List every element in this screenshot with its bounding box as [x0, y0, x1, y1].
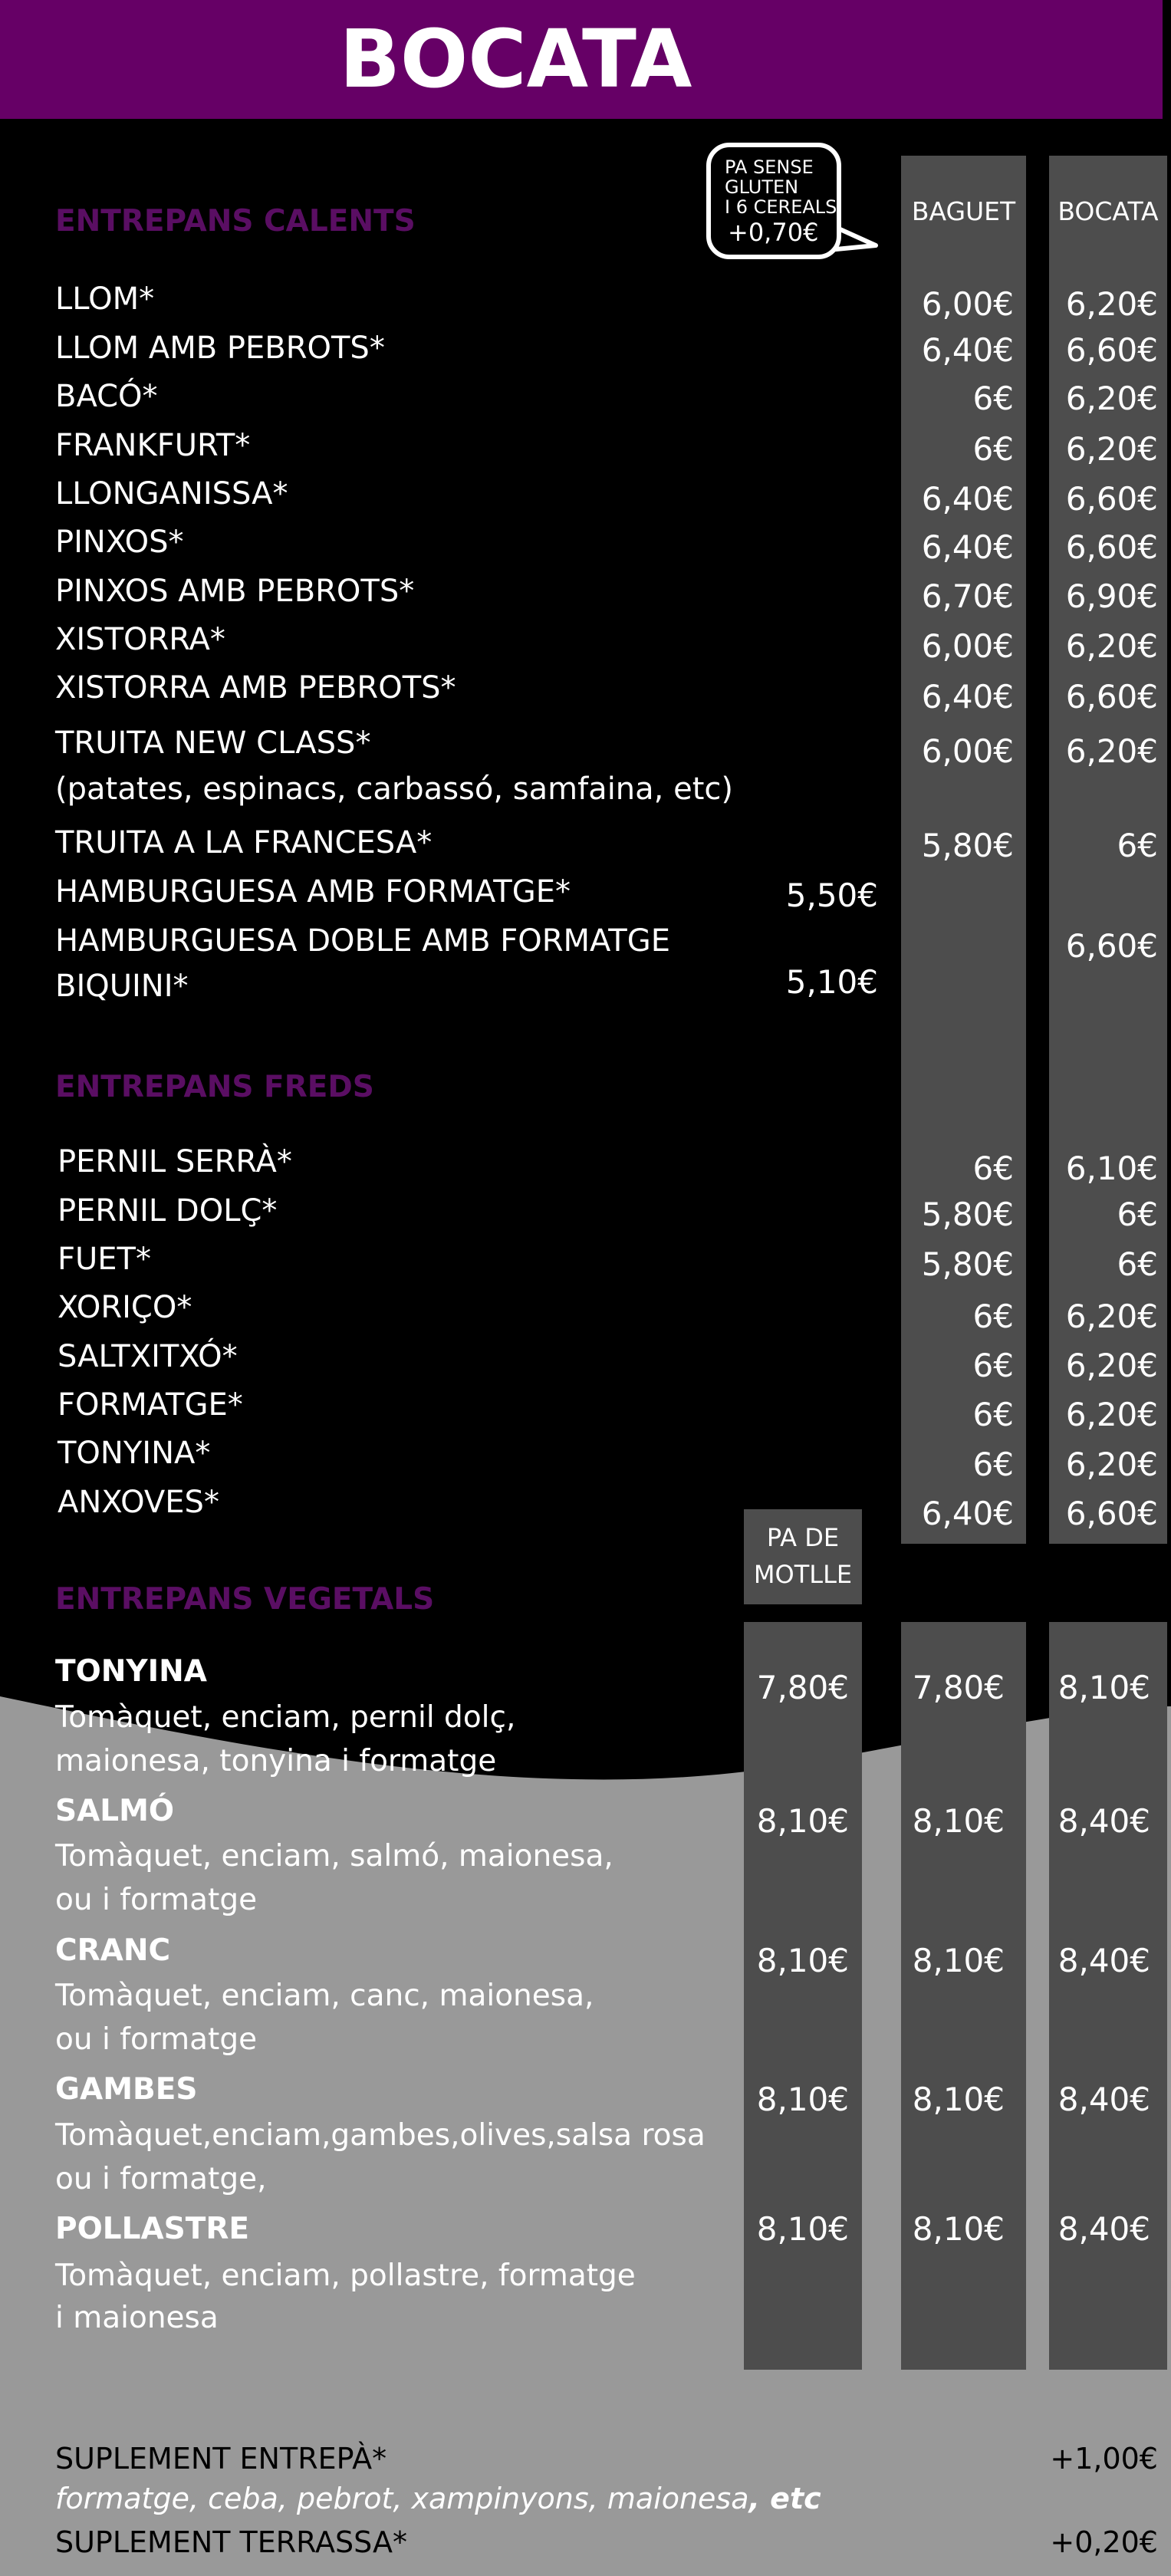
hot-item-name: BACÓ*: [55, 379, 158, 414]
hot-price-baguet: 6,00€: [921, 285, 1014, 323]
veg-price-bocata: 8,40€: [1058, 1942, 1150, 1979]
hot-item-name: PINXOS AMB PEBROTS*: [55, 574, 415, 609]
bubble-line-1: PA SENSE: [725, 156, 814, 178]
cold-item-name: FORMATGE*: [58, 1387, 243, 1423]
motlle-header-line1: PA DE: [766, 1523, 840, 1552]
hot-price-bocata: 6,20€: [1065, 285, 1158, 323]
motlle-column: [744, 1622, 862, 2370]
hot-price-baguet: 6,40€: [921, 528, 1014, 566]
veg-item-name: GAMBES: [55, 2072, 198, 2107]
hot-price-bocata: 6,60€: [1065, 331, 1158, 369]
hot-item-name: HAMBURGUESA AMB FORMATGE*: [55, 874, 571, 910]
bubble-line-3: I 6 CEREALS: [725, 196, 837, 218]
cold-price-baguet: 5,80€: [921, 1196, 1014, 1233]
baguet-column-bottom: [901, 1622, 1026, 2370]
hot-price-bocata: 6,20€: [1065, 380, 1158, 417]
veg-item-name: TONYINA: [55, 1654, 207, 1689]
hot-item-name: LLOM AMB PEBROTS*: [55, 331, 385, 366]
cold-price-bocata: 6,20€: [1065, 1298, 1158, 1335]
hot-price-single: 5,50€: [785, 877, 878, 914]
cold-price-baguet: 6,40€: [921, 1495, 1014, 1532]
veg-item-desc: Tomàquet, enciam, pollastre, formatge: [55, 2259, 636, 2293]
veg-price-motlle: 8,10€: [756, 1942, 849, 1979]
baguet-header: BAGUET: [911, 196, 1016, 226]
cold-price-baguet: 6€: [972, 1446, 1014, 1483]
hot-price-baguet: 6,40€: [921, 480, 1014, 518]
cold-item-name: PERNIL DOLÇ*: [58, 1193, 278, 1229]
veg-item-desc: Tomàquet, enciam, canc, maionesa,: [55, 1979, 594, 2013]
hot-item-name: TRUITA A LA FRANCESA*: [55, 825, 433, 860]
cold-price-bocata: 6,20€: [1065, 1396, 1158, 1433]
hot-price-bocata: 6,60€: [1065, 480, 1158, 518]
gluten-free-bubble: [706, 143, 841, 259]
cold-item-name: ANXOVES*: [58, 1485, 219, 1520]
cold-price-bocata: 6€: [1117, 1196, 1158, 1233]
veg-price-bocata: 8,40€: [1058, 1802, 1150, 1840]
cold-price-baguet: 6€: [972, 1150, 1014, 1187]
cold-price-bocata: 6,20€: [1065, 1446, 1158, 1483]
hot-price-baguet: 6,70€: [921, 577, 1014, 615]
veg-item-desc: ou i formatge,: [55, 2162, 267, 2196]
page-title: BOCATA: [339, 12, 692, 106]
veg-item-name: POLLASTRE: [55, 2212, 249, 2246]
supplement-note: [55, 2482, 821, 2515]
hot-price-baguet: 6,40€: [921, 331, 1014, 369]
cold-item-name: XORIÇO*: [58, 1290, 192, 1325]
cold-item-name: FUET*: [58, 1242, 151, 1277]
veg-price-bocata: 8,10€: [1058, 1669, 1150, 1706]
hot-item-subtitle: (patates, espinacs, carbassó, samfaina, etc): [55, 771, 733, 807]
veg-item-name: SALMÓ: [55, 1794, 175, 1828]
cold-price-bocata: 6,20€: [1065, 1347, 1158, 1384]
supplement-price: +1,00€: [1050, 2442, 1158, 2476]
veg-price-baguet: 8,10€: [912, 2081, 1005, 2118]
supplement-name: SUPLEMENT ENTREPÀ*: [55, 2442, 387, 2476]
hot-price-baguet: 6€: [972, 380, 1014, 417]
veg-price-baguet: 8,10€: [912, 1942, 1005, 1979]
veg-price-baguet: 8,10€: [912, 1802, 1005, 1840]
section-cold-title: ENTREPANS FREDS: [55, 1070, 374, 1104]
bocata-column-bottom: [1049, 1622, 1167, 2370]
hot-price-bocata: 6,20€: [1065, 732, 1158, 770]
veg-price-bocata: 8,40€: [1058, 2081, 1150, 2118]
veg-item-desc: Tomàquet,enciam,gambes,olives,salsa rosa: [55, 2118, 706, 2153]
cold-price-bocata: 6,60€: [1065, 1495, 1158, 1532]
hot-item-name: LLONGANISSA*: [55, 476, 288, 512]
cold-item-name: TONYINA*: [58, 1436, 211, 1471]
hot-item-name: XISTORRA AMB PEBROTS*: [55, 670, 456, 706]
veg-price-motlle: 8,10€: [756, 2210, 849, 2248]
hot-price-baguet: 6,40€: [921, 678, 1014, 716]
veg-item-name: CRANC: [55, 1933, 171, 1968]
section-hot-title: ENTREPANS CALENTS: [55, 204, 416, 239]
cold-price-baguet: 6€: [972, 1396, 1014, 1433]
title-bar: [0, 0, 1163, 119]
hot-price-bocata: 6,60€: [1065, 678, 1158, 716]
bubble-line-2: GLUTEN: [725, 176, 799, 198]
motlle-header-line2: MOTLLE: [753, 1560, 853, 1589]
hot-price-baguet: 6€: [972, 430, 1014, 468]
hot-item-name: PINXOS*: [55, 525, 184, 560]
cold-price-baguet: 6€: [972, 1347, 1014, 1384]
veg-price-bocata: 8,40€: [1058, 2210, 1150, 2248]
hot-price-baguet: 5,80€: [921, 827, 1014, 864]
hot-item-name: XISTORRA*: [55, 622, 225, 657]
supplement-note-etc: , etc: [748, 2482, 821, 2515]
veg-item-desc: ou i formatge: [55, 1883, 258, 1917]
cold-price-baguet: 6€: [972, 1298, 1014, 1335]
cold-price-baguet: 5,80€: [921, 1245, 1014, 1283]
hot-price-bocata: 6,60€: [1065, 528, 1158, 566]
veg-price-baguet: 8,10€: [912, 2210, 1005, 2248]
section-veg-title: ENTREPANS VEGETALS: [55, 1582, 435, 1617]
veg-price-motlle: 8,10€: [756, 2081, 849, 2118]
hot-price-bocata: 6,60€: [1065, 927, 1158, 965]
hot-item-name: BIQUINI*: [55, 969, 189, 1004]
hot-price-single: 5,10€: [785, 963, 878, 1001]
hot-price-bocata: 6,90€: [1065, 577, 1158, 615]
hot-price-bocata: 6,20€: [1065, 430, 1158, 468]
supplement-price: +0,20€: [1050, 2525, 1158, 2559]
supplement-name: SUPLEMENT TERRASSA*: [55, 2525, 407, 2559]
cold-price-bocata: 6,10€: [1065, 1150, 1158, 1187]
veg-item-desc: maionesa, tonyina i formatge: [55, 1744, 497, 1778]
cold-price-bocata: 6€: [1117, 1245, 1158, 1283]
hot-item-name: HAMBURGUESA DOBLE AMB FORMATGE: [55, 923, 671, 959]
veg-price-baguet: 7,80€: [912, 1669, 1005, 1706]
veg-price-motlle: 8,10€: [756, 1802, 849, 1840]
veg-item-desc: i maionesa: [55, 2301, 219, 2335]
hot-price-bocata: 6€: [1117, 827, 1158, 864]
supplement-note-text: formatge, ceba, pebrot, xampinyons, maionesa: [55, 2482, 749, 2515]
bubble-price: +0,70€: [728, 218, 819, 247]
bocata-header: BOCATA: [1058, 196, 1159, 226]
veg-price-motlle: 7,80€: [756, 1669, 849, 1706]
cold-item-name: SALTXITXÓ*: [58, 1339, 238, 1374]
hot-item-name: LLOM*: [55, 281, 155, 317]
hot-price-baguet: 6,00€: [921, 627, 1014, 665]
veg-item-desc: Tomàquet, enciam, pernil dolç,: [55, 1700, 516, 1735]
hot-item-name: FRANKFURT*: [55, 428, 251, 463]
hot-price-baguet: 6,00€: [921, 732, 1014, 770]
hot-item-name: TRUITA NEW CLASS*: [55, 725, 371, 761]
cold-item-name: PERNIL SERRÀ*: [58, 1144, 292, 1179]
hot-price-bocata: 6,20€: [1065, 627, 1158, 665]
veg-item-desc: ou i formatge: [55, 2022, 258, 2057]
veg-item-desc: Tomàquet, enciam, salmó, maionesa,: [55, 1839, 613, 1874]
